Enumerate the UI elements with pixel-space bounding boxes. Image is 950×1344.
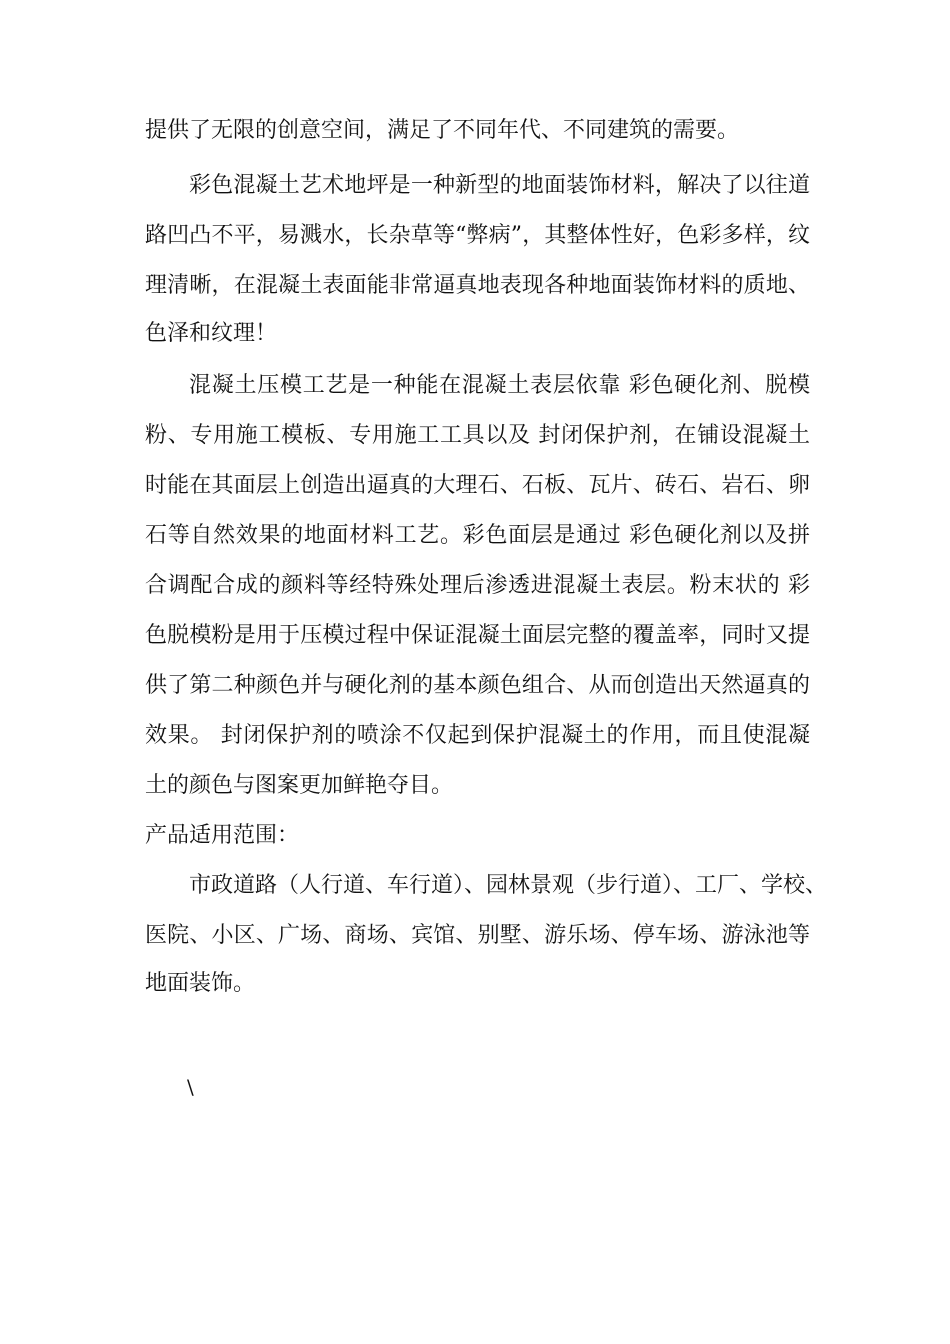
- paragraph-3-line-9: 土的颜色与图案更加鲜艳夺目。: [145, 773, 454, 798]
- paragraph-2-line-1: 彩色混凝土艺术地坪是一种新型的地面装饰材料，解决了以往道: [189, 173, 810, 198]
- stray-backslash: \: [187, 1075, 194, 1099]
- paragraph-2-line-4: 色泽和纹理！: [145, 321, 278, 346]
- paragraph-1-line-1: 提供了无限的创意空间，满足了不同年代、不同建筑的需要。: [145, 118, 740, 143]
- paragraph-4-line-2: 医院、小区、广场、商场、宾馆、别墅、游乐场、停车场、游泳池等: [145, 923, 810, 948]
- paragraph-2-line-3: 理清晰，在混凝土表面能非常逼真地表现各种地面装饰材料的质地、: [145, 273, 810, 298]
- paragraph-3-line-6: 色脱模粉是用于压模过程中保证混凝土面层完整的覆盖率，同时又提: [145, 623, 810, 648]
- section-heading: 产品适用范围：: [145, 823, 300, 848]
- paragraph-3-line-7: 供了第二种颜色并与硬化剂的基本颜色组合、从而创造出天然逼真的: [145, 673, 810, 698]
- paragraph-3-line-4: 石等自然效果的地面材料工艺。彩色面层是通过 彩色硬化剂以及拼: [145, 523, 810, 548]
- paragraph-3-line-3: 时能在其面层上创造出逼真的大理石、石板、瓦片、砖石、岩石、卵: [145, 473, 810, 498]
- paragraph-2-line-2: 路凹凸不平，易溅水，长杂草等“弊病”，其整体性好，色彩多样，纹: [145, 223, 810, 248]
- paragraph-3-line-8: 效果。 封闭保护剂的喷涂不仅起到保护混凝土的作用，而且使混凝: [145, 723, 810, 748]
- paragraph-4-line-3: 地面装饰。: [145, 971, 256, 996]
- paragraph-4-line-1: 市政道路（人行道、车行道）、园林景观（步行道）、工厂、学校、: [189, 873, 828, 898]
- paragraph-3-line-5: 合调配合成的颜料等经特殊处理后渗透进混凝土表层。粉末状的 彩: [145, 573, 810, 598]
- paragraph-3-line-2: 粉、专用施工模板、专用施工工具以及 封闭保护剂，在铺设混凝土: [145, 423, 810, 448]
- paragraph-3-line-1: 混凝土压模工艺是一种能在混凝土表层依靠 彩色硬化剂、脱模: [189, 373, 810, 398]
